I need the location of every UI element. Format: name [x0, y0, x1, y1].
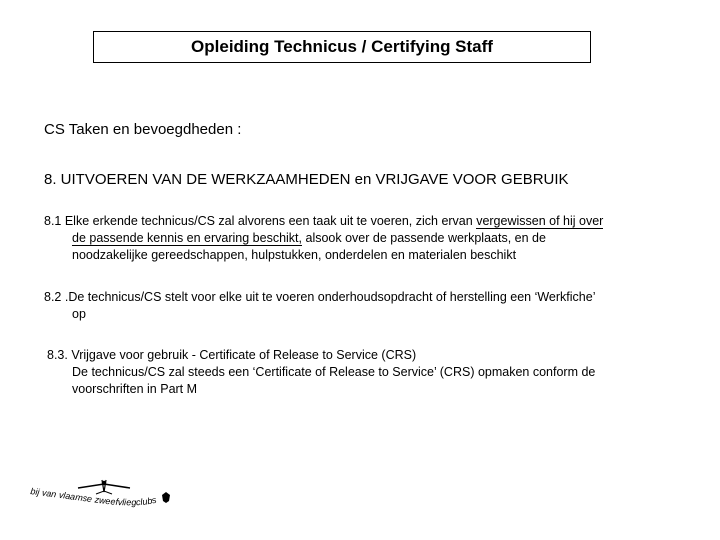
logo-text: bij van vlaamse zweefvliegclubs	[29, 486, 158, 508]
p1-line2-underlined: de passende kennis en ervaring beschikt,	[72, 231, 303, 245]
p1-line2-post: alsook over de passende werkplaats, en de	[302, 231, 546, 245]
logo-graphic	[26, 470, 176, 520]
p2-line1: 8.2 .De technicus/CS stelt voor elke uit te voeren onderhoudsopdracht of herstelling een ‘Werkfiche’	[44, 290, 596, 304]
p1-line1-underlined: vergewissen of hij over	[476, 214, 604, 228]
p1-line1-pre: 8.1 Elke erkende technicus/CS zal alvorens een taak uit te voeren, zich ervan	[44, 214, 477, 228]
section-heading: CS Taken en bevoegdheden :	[44, 121, 242, 138]
subsection-heading: 8. UITVOEREN VAN DE WERKZAAMHEDEN en VRIJGAVE VOOR GEBRUIK	[44, 171, 569, 188]
paragraph-8-1	[44, 213, 684, 264]
p1-line2	[44, 230, 684, 247]
p1-line3: noodzakelijke gereedschappen, hulpstukken, onderdelen en materialen beschikt	[72, 248, 517, 262]
p3-line1: 8.3. Vrijgave voor gebruik - Certificate of Release to Service (CRS)	[47, 348, 417, 362]
paragraph-8-2	[44, 289, 684, 323]
p3-line2: De technicus/CS zal steeds een ‘Certificate of Release to Service’ (CRS) opmaken conform de	[72, 365, 596, 379]
glider-logo-icon	[26, 470, 176, 520]
p3-line3: voorschriften in Part M	[72, 382, 198, 396]
paragraph-8-3	[47, 347, 687, 398]
p2-line2: op	[72, 307, 86, 321]
page-title-box	[93, 31, 591, 63]
svg-text:bij van vlaamse zweefvliegclub	[30, 486, 158, 507]
page-title: Opleiding Technicus / Certifying Staff	[191, 37, 493, 56]
